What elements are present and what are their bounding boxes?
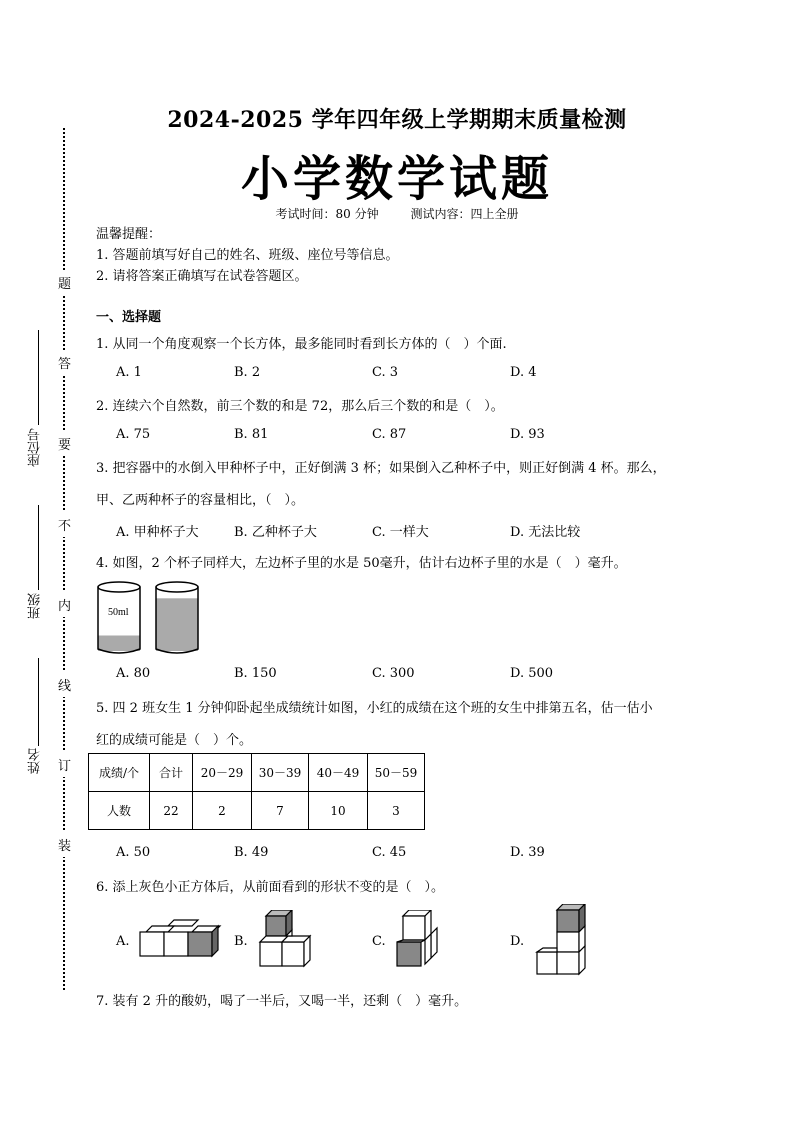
- seal-char: 答: [58, 350, 71, 375]
- table-cell: 成绩/个: [89, 754, 150, 792]
- table-cell: 10: [309, 792, 368, 830]
- seal-char: 内: [58, 592, 71, 617]
- seal-char: 装: [58, 832, 71, 857]
- option-c[interactable]: C. 87: [372, 427, 407, 442]
- class-field[interactable]: [38, 505, 39, 590]
- option-b[interactable]: B. 49: [234, 845, 269, 860]
- option-a[interactable]: A. 50: [116, 845, 151, 860]
- option-d[interactable]: D. 39: [510, 845, 545, 860]
- option-c[interactable]: C. 300: [372, 666, 415, 681]
- option-a[interactable]: A. 75: [116, 427, 151, 442]
- table-header-row: [89, 754, 425, 792]
- option-b[interactable]: B. 乙种杯子大: [234, 525, 317, 540]
- seal-char: 不: [58, 512, 71, 537]
- binding-dotted-line: [63, 128, 65, 990]
- question-text: 2. 连续六个自然数，前三个数的和是 72，那么后三个数的和是（ ）。: [96, 399, 504, 414]
- cube-figure-d: [535, 904, 591, 976]
- option-a[interactable]: A. 80: [116, 666, 151, 681]
- exam-subtitle: 2024-2025 学年四年级上学期期末质量检测: [167, 107, 627, 133]
- question-text: 3. 把容器中的水倒入甲种杯子中，正好倒满 3 杯；如果倒入乙种杯子中，则正好倒满 4 杯。那么，: [96, 461, 666, 476]
- table-row: [89, 792, 425, 830]
- question-text: 1. 从同一个角度观察一个长方体，最多能同时看到长方体的（ ）个面.: [96, 337, 507, 352]
- name-field[interactable]: [38, 658, 39, 746]
- table-cell: 7: [252, 792, 309, 830]
- table-cell: 30－39: [252, 754, 309, 792]
- cube-figure-b: [256, 910, 320, 972]
- left-cup: [98, 582, 140, 653]
- table-cell: 人数: [89, 792, 150, 830]
- notice-item: 1. 答题前填写好自己的姓名、班级、座位号等信息。: [96, 248, 399, 263]
- exam-info: [0, 205, 794, 222]
- option-a[interactable]: A. 甲种杯子大: [116, 525, 199, 540]
- option-a[interactable]: A. 1: [116, 365, 142, 380]
- notice-heading: 温馨提醒：: [96, 227, 162, 242]
- question-text: 7. 装有 2 升的酸奶，喝了一半后，又喝一半，还剩（ ）毫升。: [96, 994, 468, 1009]
- option-a[interactable]: A.: [116, 934, 130, 949]
- option-b[interactable]: B. 150: [234, 666, 277, 681]
- table-cell: 20－29: [193, 754, 252, 792]
- seal-char: 订: [58, 752, 71, 777]
- right-cup: [156, 582, 198, 653]
- option-b[interactable]: B. 2: [234, 365, 261, 380]
- seal-char: 题: [58, 270, 71, 295]
- option-d[interactable]: D. 93: [510, 427, 545, 442]
- table-cell: 22: [150, 792, 193, 830]
- option-d[interactable]: D. 4: [510, 365, 537, 380]
- option-c[interactable]: C. 3: [372, 365, 399, 380]
- option-d[interactable]: D.: [510, 934, 525, 949]
- seat-number-label: 座位号: [28, 428, 43, 467]
- seat-number-field[interactable]: [38, 330, 39, 425]
- table-cell: 50－59: [368, 754, 425, 792]
- cube-figure-c: [393, 910, 447, 972]
- page-title: 小学数学试题: [240, 151, 553, 207]
- exam-content: 测试内容：四上全册: [410, 207, 519, 221]
- cup-label: 50ml: [108, 607, 129, 618]
- option-b[interactable]: B. 81: [234, 427, 269, 442]
- table-cell: 2: [193, 792, 252, 830]
- name-label: 姓名: [28, 748, 43, 774]
- option-d[interactable]: D. 无法比较: [510, 525, 581, 540]
- cups-figure: [94, 579, 210, 657]
- option-d[interactable]: D. 500: [510, 666, 554, 681]
- option-b[interactable]: B.: [234, 934, 248, 949]
- seal-char: 要: [58, 431, 71, 456]
- exam-time: 考试时间：80 分钟: [275, 207, 379, 221]
- question-text: 红的成绩可能是（ ）个。: [96, 733, 253, 748]
- question-text: 6. 添上灰色小正方体后，从前面看到的形状不变的是（ ）。: [96, 880, 445, 895]
- cube-figure-a: [138, 918, 222, 962]
- option-c[interactable]: C.: [372, 934, 386, 949]
- notice-item: 2. 请将答案正确填写在试卷答题区。: [96, 269, 308, 284]
- question-text: 甲、乙两种杯子的容量相比，（ ）。: [96, 493, 305, 508]
- question-text: 4. 如图，2 个杯子同样大，左边杯子里的水是 50毫升，估计右边杯子里的水是（ ）毫升。: [96, 556, 627, 571]
- option-c[interactable]: C. 一样大: [372, 525, 429, 540]
- class-label: 班级: [28, 593, 43, 619]
- score-table: [88, 753, 425, 830]
- table-cell: 3: [368, 792, 425, 830]
- table-cell: 合计: [150, 754, 193, 792]
- seal-char: 线: [58, 672, 71, 697]
- question-text: 5. 四 2 班女生 1 分钟仰卧起坐成绩统计如图，小红的成绩在这个班的女生中排第五名，估一估小: [96, 701, 653, 716]
- section-heading: 一、选择题: [96, 310, 162, 325]
- option-c[interactable]: C. 45: [372, 845, 407, 860]
- table-cell: 40－49: [309, 754, 368, 792]
